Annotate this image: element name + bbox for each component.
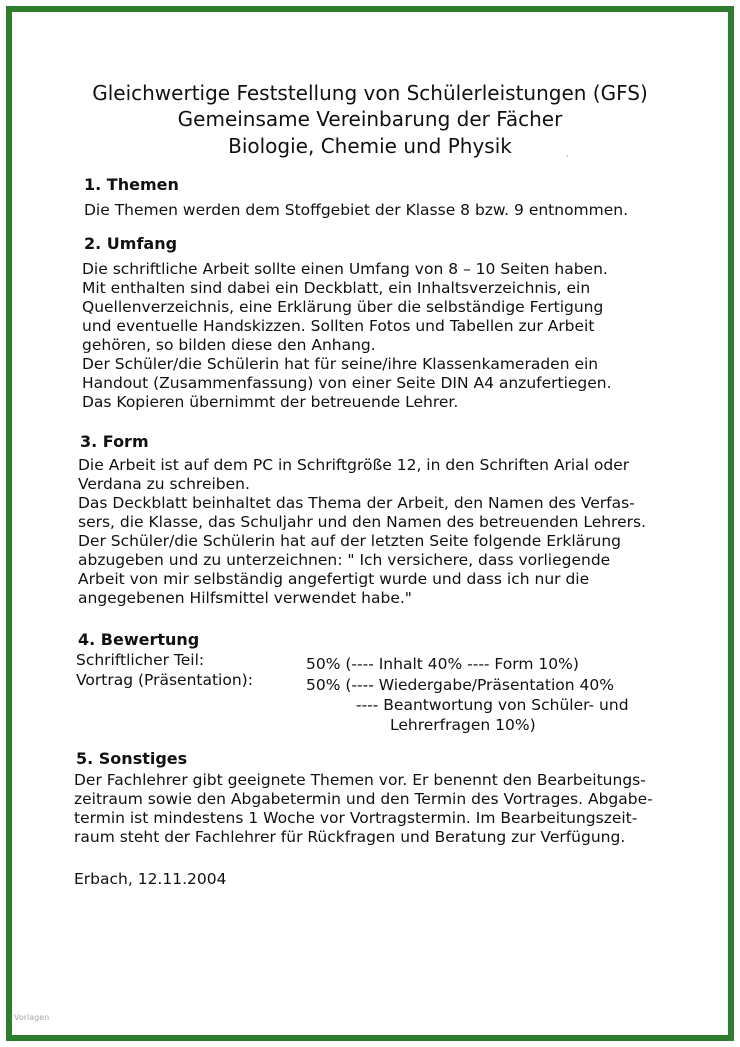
text-line: und eventuelle Handskizzen. Sollten Fotos und Tabellen zur Arbeit (82, 317, 595, 335)
text-line: termin ist mindestens 1 Woche vor Vortragstermin. Im Bearbeitungszeit- (74, 809, 638, 827)
closing-place-date: Erbach, 12.11.2004 (74, 870, 227, 888)
text-line: zeitraum sowie den Abgabetermin und den Termin des Vortrages. Abgabe- (74, 790, 653, 808)
watermark: Vorlagen (14, 1013, 50, 1022)
section-body-umfang (82, 260, 612, 412)
document-title-line1: Gleichwertige Feststellung von Schülerleistungen (GFS) (92, 81, 648, 105)
text-line: Das Deckblatt beinhaltet das Thema der Arbeit, den Namen des Verfas- (78, 494, 635, 512)
text-line: Die Arbeit ist auf dem PC in Schriftgröße 12, in den Schriften Arial oder (78, 456, 630, 474)
bewertung-value-schriftlich: 50% (---- Inhalt 40% ---- Form 10%) (306, 655, 579, 673)
text-line: Verdana zu schreiben. (78, 475, 250, 493)
section-heading-bewertung: 4. Bewertung (78, 630, 200, 649)
text-line: Der Fachlehrer gibt geeignete Themen vor. Er benennt den Bearbeitungs- (74, 771, 646, 789)
text-line: Die Themen werden dem Stoffgebiet der Klasse 8 bzw. 9 entnommen. (84, 201, 629, 219)
bewertung-value-vortrag: 50% (---- Wiedergabe/Präsentation 40% (306, 676, 614, 694)
text-line: Mit enthalten sind dabei ein Deckblatt, ein Inhaltsverzeichnis, ein (82, 279, 591, 297)
text-line: gehören, so bilden diese den Anhang. (82, 336, 376, 354)
text-line: Das Kopieren übernimmt der betreuende Lehrer. (82, 393, 459, 411)
text-line: raum steht der Fachlehrer für Rückfragen und Beratung zur Verfügung. (74, 828, 626, 846)
bewertung-label-schriftlich: Schriftlicher Teil: (76, 651, 205, 669)
section-body-sonstiges (74, 771, 653, 847)
section-heading-themen: 1. Themen (84, 175, 179, 194)
section-body-form (78, 456, 646, 608)
section-heading-form: 3. Form (80, 432, 149, 451)
bewertung-value-lehrerfragen: Lehrerfragen 10%) (390, 716, 536, 734)
text-line: angegebenen Hilfsmittel verwendet habe." (78, 589, 412, 607)
text-line: Der Schüler/die Schülerin hat für seine/ihre Klassenkameraden ein (82, 355, 599, 373)
text-line: abzugeben und zu unterzeichnen: " Ich versichere, dass vorliegende (78, 551, 611, 569)
document-title-line3: Biologie, Chemie und Physik (228, 134, 512, 158)
section-heading-umfang: 2. Umfang (84, 234, 178, 253)
text-line: Handout (Zusammenfassung) von einer Seite DIN A4 anzufertiegen. (82, 374, 612, 392)
document-title-line2: Gemeinsame Vereinbarung der Fächer (177, 107, 563, 131)
section-body-themen (84, 201, 628, 220)
bewertung-label-vortrag: Vortrag (Präsentation): (76, 671, 253, 689)
text-line: Arbeit von mir selbständig angefertigt wurde und dass ich nur die (78, 570, 590, 588)
section-heading-sonstiges: 5. Sonstiges (76, 749, 188, 768)
speck: · (566, 152, 569, 161)
text-line: sers, die Klasse, das Schuljahr und den Namen des betreuenden Lehrers. (78, 513, 647, 531)
bewertung-value-beantwortung: ---- Beantwortung von Schüler- und (356, 696, 629, 714)
text-line: Der Schüler/die Schülerin hat auf der letzten Seite folgende Erklärung (78, 532, 622, 550)
text-line: Quellenverzeichnis, eine Erklärung über die selbständige Fertigung (82, 298, 604, 316)
text-line: Die schriftliche Arbeit sollte einen Umfang von 8 – 10 Seiten haben. (82, 260, 608, 278)
